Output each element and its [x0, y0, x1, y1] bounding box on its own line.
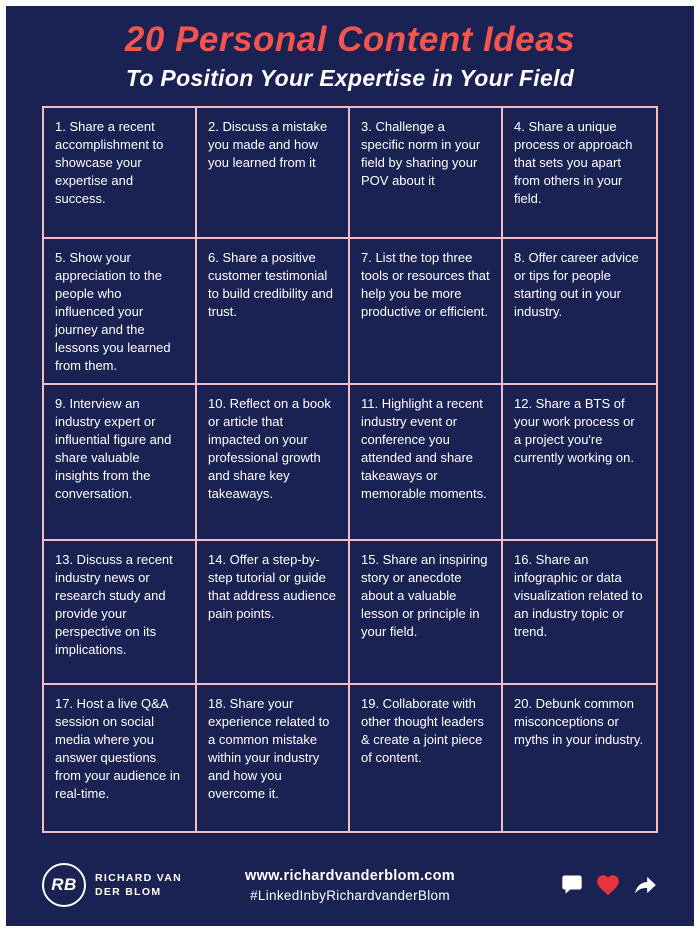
- website-url: www.richardvanderblom.com: [244, 867, 455, 884]
- heart-icon: [595, 872, 621, 898]
- page-subtitle: To Position Your Expertise in Your Field: [125, 65, 575, 91]
- grid-cell-15: 15. Share an inspiring story or anecdote about a valuable lesson or principle in your field.: [350, 541, 503, 685]
- grid-cell-11: 11. Highlight a recent industry event or conference you attended and share takeaways or memorable moments.: [350, 385, 503, 541]
- brand-line-2: DER BLOM: [95, 886, 162, 898]
- footer: [42, 848, 658, 922]
- footer-icons: [560, 872, 658, 898]
- content-grid: [42, 106, 658, 833]
- grid-cell-2: 2. Discuss a mistake you made and how you learned from it: [197, 108, 350, 239]
- rb-logo-icon: [42, 863, 86, 907]
- grid-cell-18: 18. Share your experience related to a common mistake within your industry and how you overcome it.: [197, 685, 350, 831]
- grid-cell-9: 9. Interview an industry expert or influential figure and share valuable insights from the conversation.: [44, 385, 197, 541]
- grid-cell-4: 4. Share a unique process or approach that sets you apart from others in your field.: [503, 108, 656, 239]
- grid-cell-14: 14. Offer a step-by-step tutorial or guide that address audience pain points.: [197, 541, 350, 685]
- brand-name: [95, 871, 182, 899]
- hashtag: #LinkedInbyRichardvanderBlom: [250, 887, 450, 903]
- brand-line-1: RICHARD VAN: [95, 871, 183, 884]
- share-icon: [632, 872, 658, 898]
- header: [42, 6, 658, 106]
- brand: [42, 863, 182, 907]
- grid-cell-10: 10. Reflect on a book or article that impacted on your professional growth and share key takeaways.: [197, 385, 350, 541]
- comment-icon: [560, 873, 584, 897]
- grid-cell-13: 13. Discuss a recent industry news or research study and provide your perspective on its implications.: [44, 541, 197, 685]
- grid-cell-20: 20. Debunk common misconceptions or myths in your industry.: [514, 696, 644, 747]
- grid-cell-3: 3. Challenge a specific norm in your field by sharing your POV about it: [350, 108, 503, 239]
- grid-cell-7: 7. List the top three tools or resources that help you be more productive or efficient.: [350, 239, 503, 385]
- grid-cell-17: 17. Host a live Q&A session on social media where you answer questions from your audience in real-time.: [44, 685, 197, 831]
- grid-cell-16: 16. Share an infographic or data visualization related to an industry topic or trend.: [503, 541, 656, 685]
- grid-cell-12: 12. Share a BTS of your work process or a project you're currently working on.: [503, 385, 656, 541]
- grid-cell-5: 5. Show your appreciation to the people who influenced your journey and the lessons you learned from them.: [44, 239, 197, 385]
- logo-initials: RB: [51, 875, 77, 894]
- footer-center: [245, 868, 455, 903]
- grid-cell-1: 1. Share a recent accomplishment to showcase your expertise and success.: [44, 108, 197, 239]
- grid-cell-6: 6. Share a positive customer testimonial to build credibility and trust.: [197, 239, 350, 385]
- page-title: 20 Personal Content Ideas: [124, 20, 576, 59]
- grid-cell-19: 19. Collaborate with other thought leaders & create a joint piece of content.: [350, 685, 503, 831]
- grid-cell-8: 8. Offer career advice or tips for people starting out in your industry.: [503, 239, 656, 385]
